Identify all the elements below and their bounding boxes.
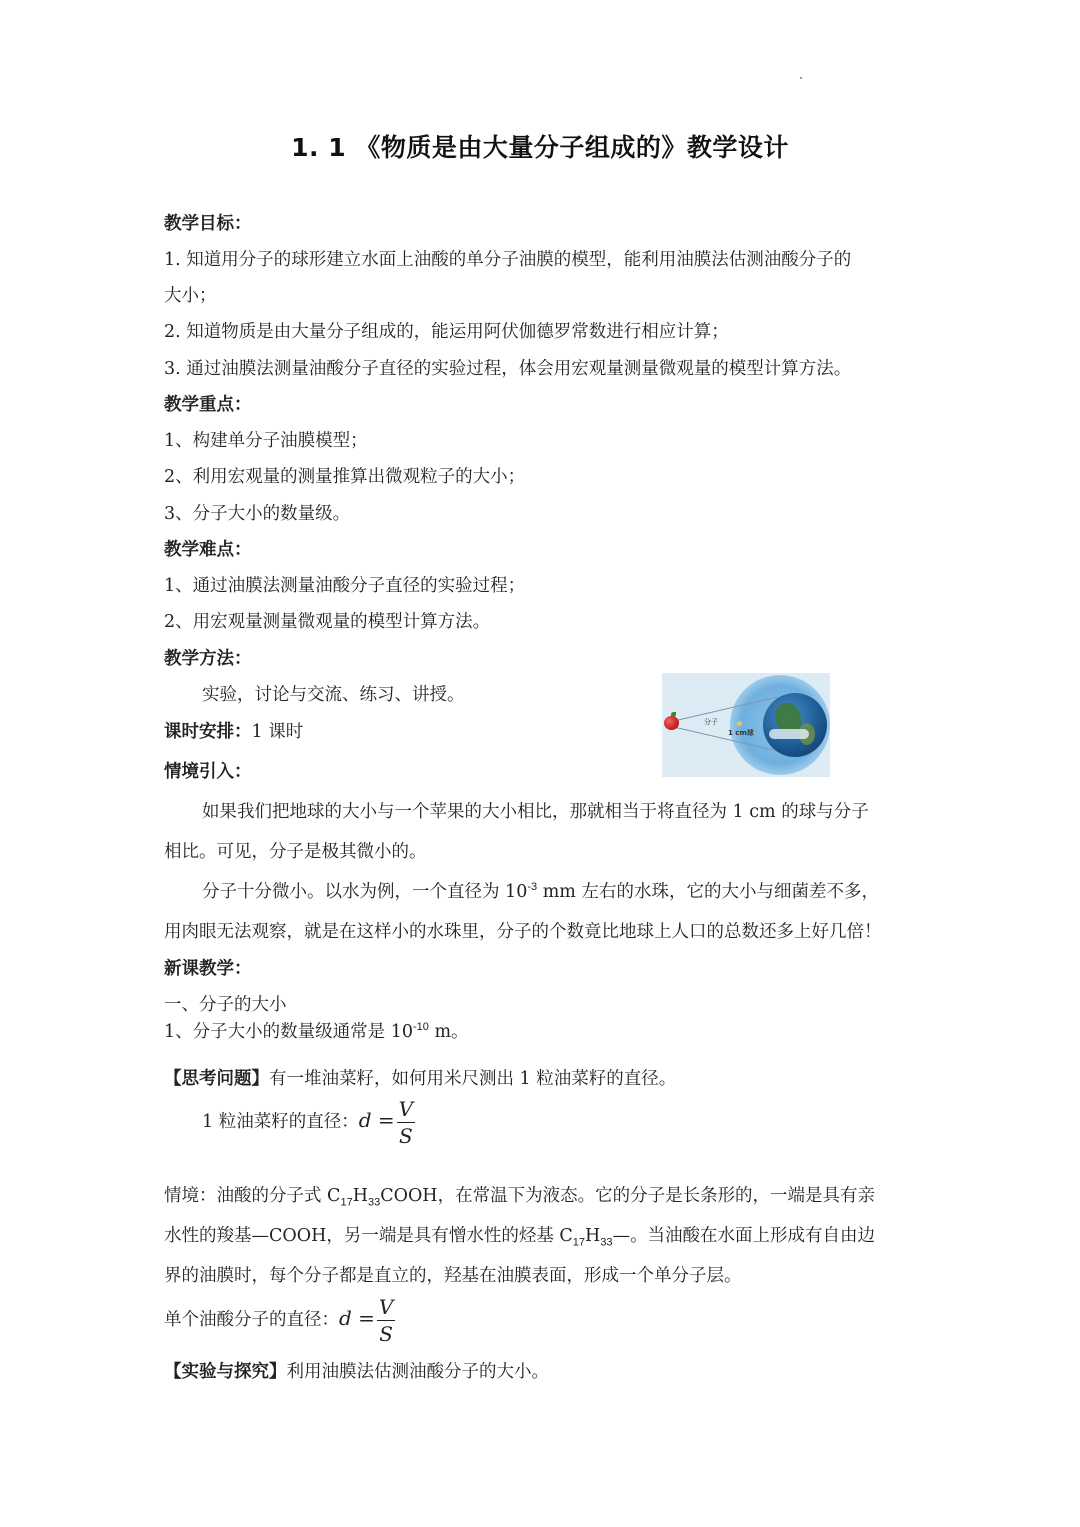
scene-line1 xyxy=(164,1184,875,1208)
seed-formula-lhs: d = xyxy=(358,1108,395,1132)
scene-text: 水性的羧基—COOH，另一端是具有憎水性的烃基 C xyxy=(164,1226,573,1246)
single-formula-line xyxy=(164,1292,395,1347)
seed-label: 1 粒油菜籽的直径： xyxy=(202,1112,359,1132)
intro-p2-line1 xyxy=(202,880,879,904)
point-1 xyxy=(164,1020,469,1044)
point-1-text-a: 1、分子大小的数量级通常是 10 xyxy=(164,1022,413,1042)
key-point-3: 3、分子大小的数量级。 xyxy=(164,504,351,524)
seed-formula-fraction xyxy=(397,1096,415,1149)
think-tag: 【思考问题】 xyxy=(164,1069,269,1089)
scene-text: COOH，在常温下为液态。它的分子是长条形的，一端是具有亲 xyxy=(380,1186,876,1206)
intro-p2-line2: 用肉眼无法观察，就是在这样小的水珠里，分子的个数竟比地球上人口的总数还多上好几倍！ xyxy=(164,922,882,942)
scene-subscript: 33 xyxy=(600,1236,613,1249)
objective-1-line1: 1. 知道用分子的球形建立水面上油酸的单分子油膜的模型，能利用油膜法估测油酸分子的 xyxy=(164,250,852,270)
earth-icon xyxy=(763,693,827,757)
intro-heading: 情境引入： xyxy=(164,762,252,782)
key-point-1: 1、构建单分子油膜模型； xyxy=(164,431,368,451)
intro-p2-exponent: -3 xyxy=(527,881,538,894)
scene-text: —。当油酸在水面上形成有自由边 xyxy=(612,1226,876,1246)
intro-p2-text-a: 分子十分微小。以水为例，一个直径为 10 xyxy=(202,882,528,902)
intro-p1-line2: 相比。可见，分子是极其微小的。 xyxy=(164,842,427,862)
difficulty-1: 1、通过油膜法测量油酸分子直径的实验过程； xyxy=(164,576,526,596)
scene-text: H xyxy=(585,1226,601,1246)
seed-formula-line xyxy=(202,1094,415,1149)
objective-3: 3. 通过油膜法测量油酸分子直径的实验过程，体会用宏观量测量微观量的模型计算方法。 xyxy=(164,359,852,379)
point-1-text-b: m。 xyxy=(428,1022,469,1042)
methods-text: 实验，讨论与交流、练习、讲授。 xyxy=(202,685,465,705)
single-label: 单个油酸分子的直径： xyxy=(164,1310,339,1330)
key-points-heading: 教学重点： xyxy=(164,395,252,415)
experiment-text: 利用油膜法估测油酸分子的大小。 xyxy=(286,1362,549,1382)
scene-text: H xyxy=(352,1186,368,1206)
seed-formula-denominator: S xyxy=(399,1124,413,1148)
experiment-line xyxy=(164,1360,549,1384)
schedule-value: 1 课时 xyxy=(251,722,304,742)
intro-p2-text-b: mm 左右的水珠，它的大小与细菌差不多， xyxy=(537,882,879,902)
schedule-line xyxy=(164,720,303,744)
scene-line3: 界的油膜时，每个分子都是直立的，羟基在油膜表面，形成一个单分子层。 xyxy=(164,1266,742,1286)
new-lesson-heading: 新课教学： xyxy=(164,959,252,979)
figure-label-molecule: 分子 xyxy=(704,718,718,726)
scene-line2 xyxy=(164,1224,875,1248)
seed-formula-numerator: V xyxy=(398,1097,414,1121)
difficulties-heading: 教学难点： xyxy=(164,540,252,560)
figure-label-ball: 1 cm球 xyxy=(728,729,754,737)
scene-subscript: 17 xyxy=(572,1236,586,1249)
think-question xyxy=(164,1067,676,1091)
scene-subscript: 17 xyxy=(340,1196,353,1209)
molecule-icon xyxy=(737,721,742,726)
think-text: 有一堆油菜籽，如何用米尺测出 1 粒油菜籽的直径。 xyxy=(269,1069,677,1089)
methods-heading: 教学方法： xyxy=(164,649,252,669)
point-1-exponent: -10 xyxy=(412,1021,429,1034)
intro-p1-line1: 如果我们把地球的大小与一个苹果的大小相比，那就相当于将直径为 1 cm 的球与分子 xyxy=(202,802,869,822)
objectives-heading: 教学目标： xyxy=(164,214,252,234)
difficulty-2: 2、用宏观量测量微观量的模型计算方法。 xyxy=(164,612,491,632)
scan-dot xyxy=(800,77,802,79)
section-1-heading: 一、分子的大小 xyxy=(164,995,287,1015)
experiment-tag: 【实验与探究】 xyxy=(164,1362,287,1382)
page-title: 1. 1 《物质是由大量分子组成的》教学设计 xyxy=(291,133,789,162)
scene-subscript: 33 xyxy=(367,1196,381,1209)
objective-2: 2. 知道物质是由大量分子组成的，能运用阿伏伽德罗常数进行相应计算； xyxy=(164,322,729,342)
objective-1-line2: 大小； xyxy=(164,286,217,306)
key-point-2: 2、利用宏观量的测量推算出微观粒子的大小； xyxy=(164,467,526,487)
single-formula-fraction xyxy=(377,1294,395,1347)
single-formula-lhs: d = xyxy=(339,1306,375,1330)
schedule-heading: 课时安排： xyxy=(164,722,252,742)
single-formula-denominator: S xyxy=(379,1322,393,1346)
earth-apple-figure xyxy=(662,673,830,777)
single-formula-numerator: V xyxy=(378,1295,394,1319)
scene-text: 情境：油酸的分子式 C xyxy=(164,1186,341,1206)
apple-icon xyxy=(664,716,679,730)
